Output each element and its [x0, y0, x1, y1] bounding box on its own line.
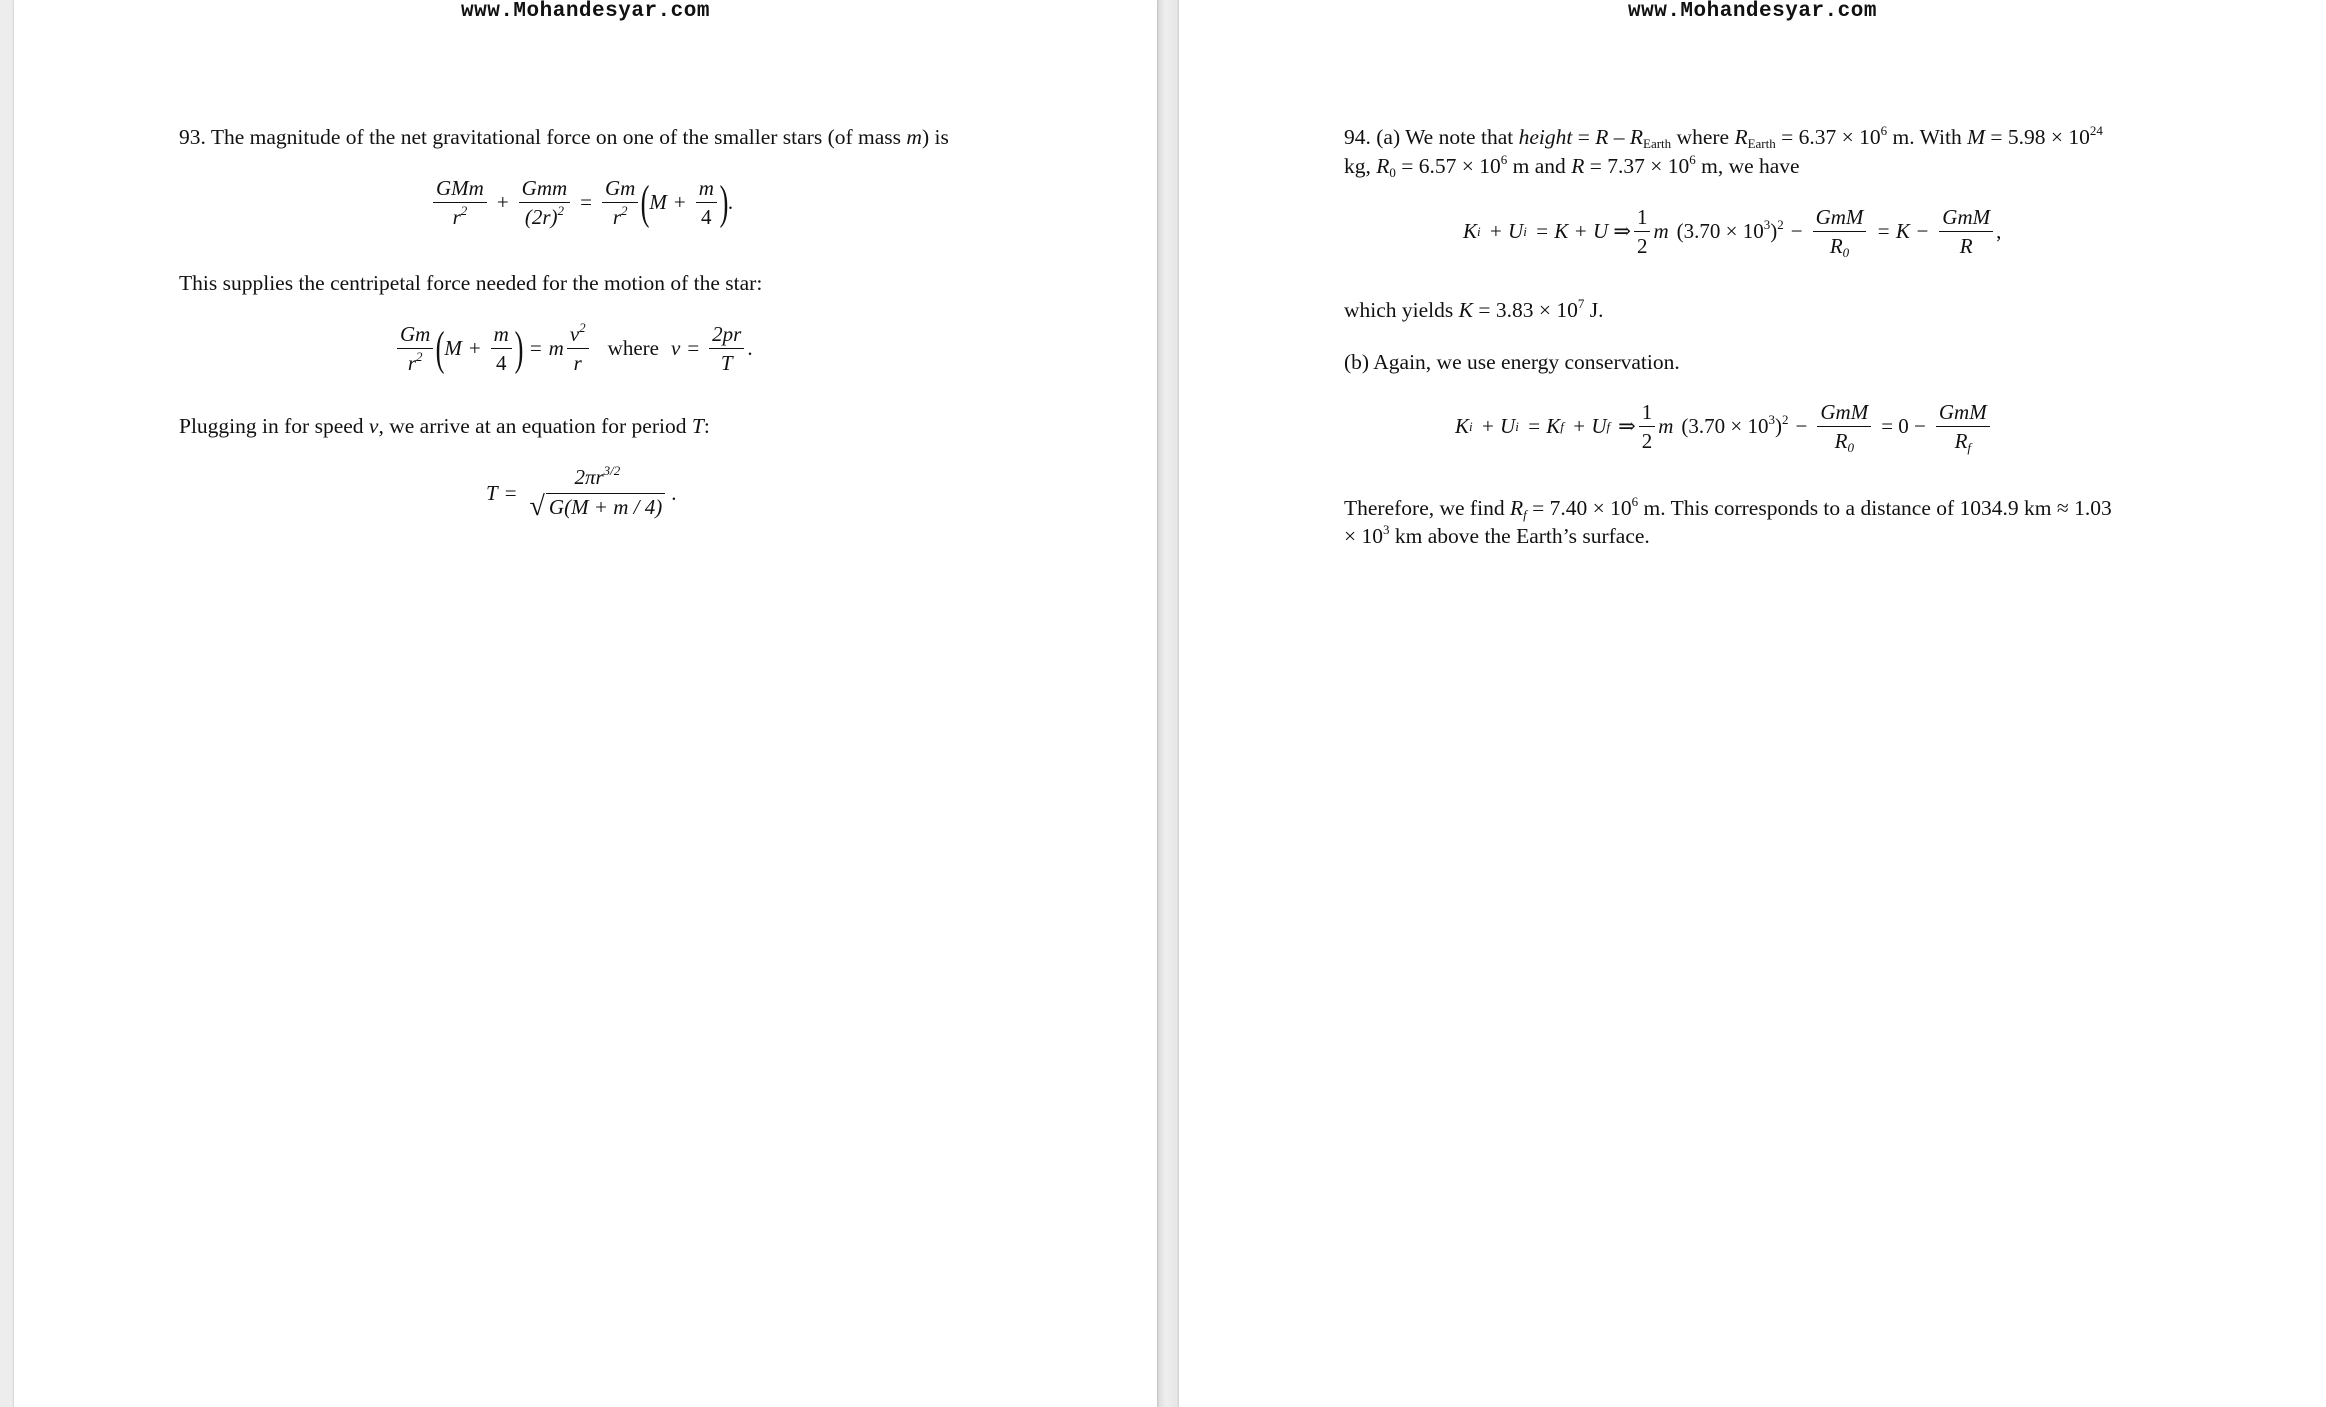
centripetal-text: This supplies the centripetal force needed for the motion of the star:	[179, 271, 763, 295]
yields-text: which yields $K = 3.83 \times 10^7$ J.	[1344, 296, 1604, 322]
left-page	[14, 0, 1157, 1407]
page-gutter	[1157, 0, 1179, 1407]
equation-period: T = $2\pi r^{3/2}$ √ G(M + m / 4) .	[486, 463, 677, 522]
equation-net-force: $\frac{\text{GMm}}{r^2}$ + $\frac{\text{Gmm}}{(2r)^2}$ = $\frac{Gm}{r^2}$ ( M + $\frac{m}{4}$ ) .	[430, 176, 733, 229]
page-header: www.Mohandesyar.com	[1628, 0, 1877, 23]
part-b-text: (b) Again, we use energy conservation.	[1344, 350, 1680, 374]
problem-93-intro: 93. The magnitude of the net gravitational force on one of the smaller stars (of mass m) is	[179, 125, 949, 149]
equation-energy-a: K i + U i = K + U ⇒ $\frac{1}{2}$ m $(3.70 \times 10^3)^2$ − $\frac{\text{GmM}}{R_0}$ = K − $\frac{\text{GmM}}{R}$ ,	[1463, 205, 2002, 260]
right-page	[1179, 0, 2326, 1407]
equation-energy-b: K i + U i = K f + U f ⇒ $\frac{1}{2}$ m $(3.70 \times 10^3)^2$ − $\frac{\text{GmM}}{R_0}$ = 0 − $\frac{\text{GmM}}{R_f}$	[1455, 400, 1993, 453]
therefore-line1: Therefore, we find $R_f = 7.40 \times 10^6$ m. This corresponds to a distance of 1034.9 km ≈ 1.03	[1344, 494, 2112, 522]
plugging-text: Plugging in for speed v, we arrive at an equation for period T:	[179, 414, 710, 438]
problem-94-line1: 94. (a) We note that height = R – $R_{Earth}$ where $R_{Earth} = 6.37 \times 10^6$ m. With $M = 5.98 \times 10^{24}$	[1344, 123, 2103, 151]
therefore-line2: × $10^3$ km above the Earth’s surface.	[1344, 522, 1650, 548]
page-header: www.Mohandesyar.com	[461, 0, 710, 23]
equation-centripetal: $\frac{Gm}{r^2}$ ( M + $\frac{m}{4}$ ) = m $\frac{v^2}{r}$ where v = $\frac{2pr}{T}$ .	[394, 322, 753, 375]
problem-94-line2: kg, $R_0 = 6.57 \times 10^6$ m and $R = 7.37 \times 10^6$ m, we have	[1344, 152, 1800, 180]
